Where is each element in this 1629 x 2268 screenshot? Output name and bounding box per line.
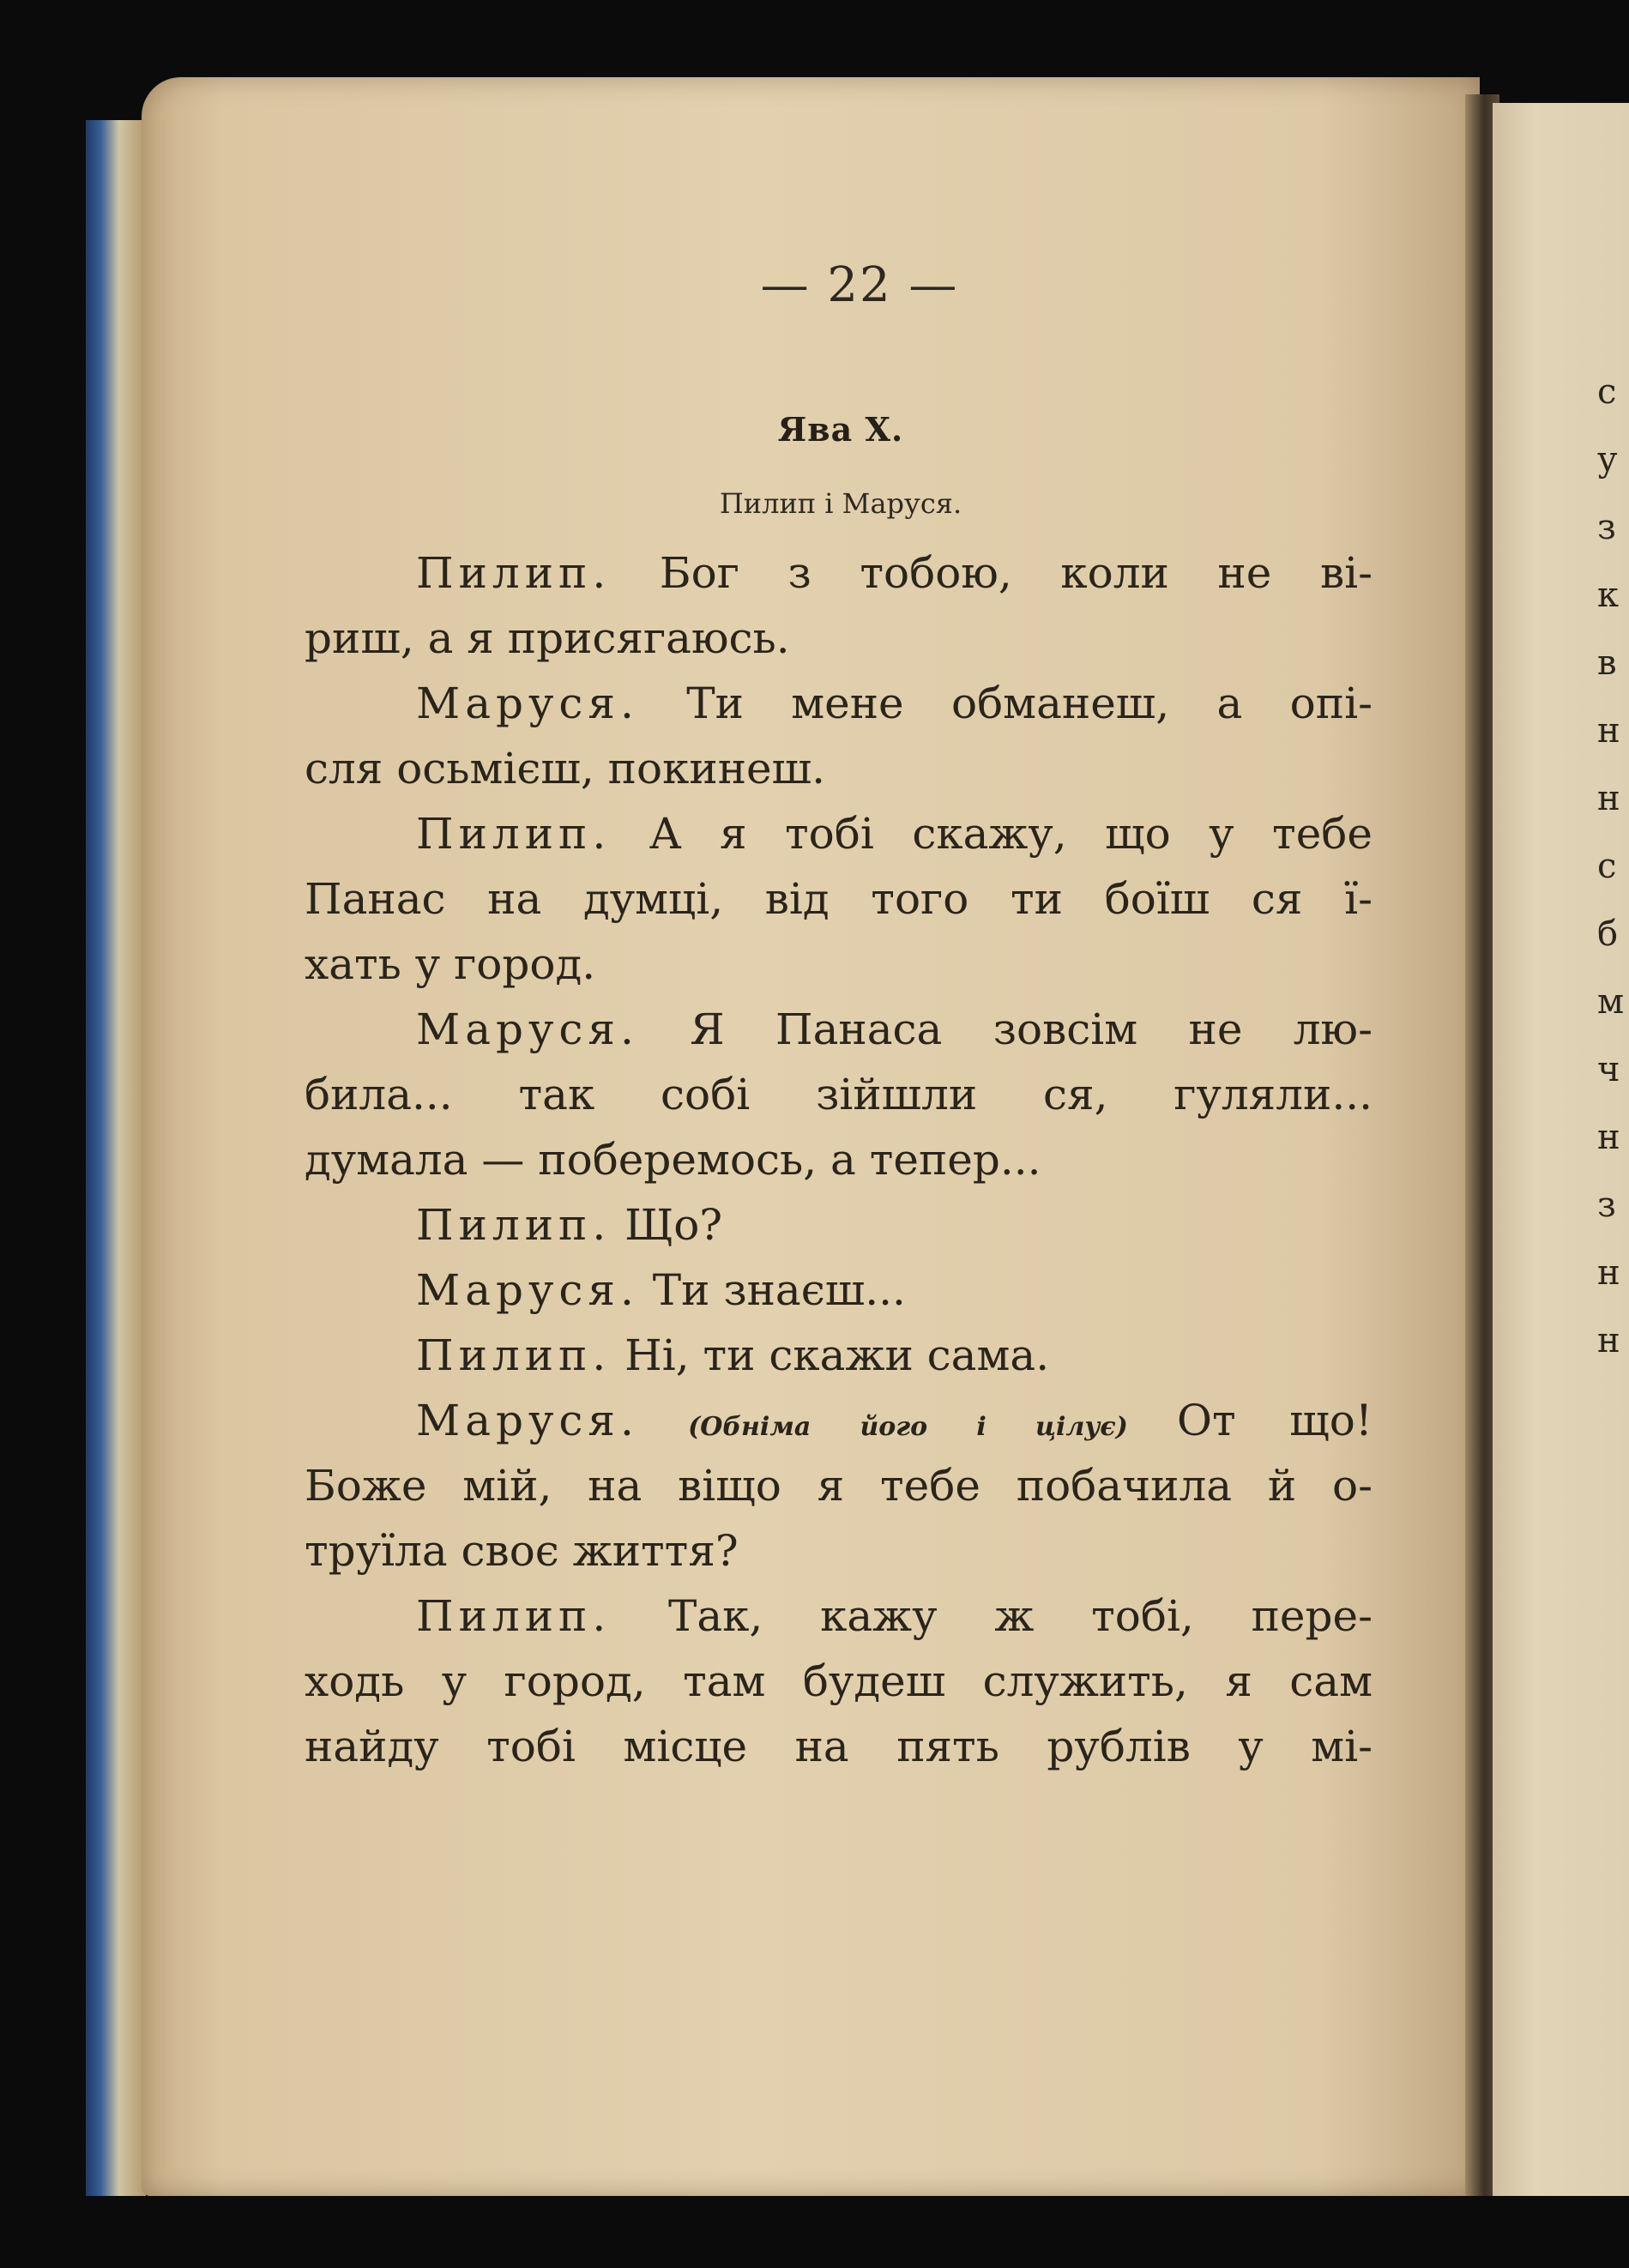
right-fragment: с <box>1597 847 1617 886</box>
text-line <box>305 1583 1373 1649</box>
right-fragment: ч <box>1597 1050 1620 1089</box>
line-text: думала — поберемось, а тепер... <box>305 1135 1041 1185</box>
line-text: труїла своє життя? <box>305 1526 739 1576</box>
text-line <box>305 1649 1373 1714</box>
line-text: Що? <box>611 1200 723 1250</box>
speaker-name: Пилип. <box>416 1330 612 1380</box>
line-text: Ні, ти скажи сама. <box>611 1330 1050 1380</box>
right-page-text <box>1597 359 1629 1375</box>
text-line <box>305 671 1373 736</box>
right-fragment: з <box>1597 1185 1616 1225</box>
line-text: сля осьмієш, покинеш. <box>305 744 825 793</box>
text-line <box>305 932 1373 997</box>
right-fragment: м <box>1597 982 1625 1022</box>
text-line <box>305 1714 1373 1779</box>
text-line <box>305 1192 1373 1258</box>
text-line <box>305 1062 1373 1127</box>
text-line <box>305 540 1373 606</box>
scene-title: Ява X. <box>777 410 904 449</box>
right-fragment: н <box>1597 779 1620 818</box>
stage-direction: (Обніма його і цілує) <box>638 1412 1178 1442</box>
right-fragment: н <box>1597 711 1620 751</box>
text-line <box>305 997 1373 1062</box>
text-line <box>305 606 1373 671</box>
right-fragment: н <box>1597 1253 1620 1293</box>
speaker-name: Пилип. <box>416 809 612 859</box>
right-fragment: у <box>1597 440 1618 480</box>
text-line <box>305 1127 1373 1192</box>
book-edge <box>86 120 146 2196</box>
line-text: А я тобі скажу, що у тебе <box>611 809 1373 859</box>
right-fragment: н <box>1597 1321 1620 1360</box>
line-text: Панас на думці, від того ти боїш ся ї- <box>305 874 1373 924</box>
speaker-name: Маруся. <box>416 1265 639 1315</box>
speaker-name: Маруся. <box>416 1396 639 1445</box>
play-text <box>305 540 1373 1779</box>
text-line <box>305 866 1373 932</box>
line-text: Ти мене обманеш, а опі- <box>638 679 1373 728</box>
speaker-name: Маруся. <box>416 1004 639 1054</box>
page-number: — 22 — <box>760 257 959 313</box>
speaker-name: Пилип. <box>416 548 612 598</box>
text-line <box>305 1388 1373 1453</box>
line-text: Я Панаса зовсім не лю- <box>638 1004 1373 1054</box>
text-line <box>305 1453 1373 1518</box>
line-text: Так, кажу ж тобі, пере- <box>611 1591 1373 1641</box>
speaker-name: Пилип. <box>416 1591 612 1641</box>
right-fragment: з <box>1597 508 1616 547</box>
text-line <box>305 1518 1373 1583</box>
right-fragment: к <box>1597 576 1619 615</box>
scene-characters: Пилип і Маруся. <box>719 487 962 520</box>
line-text: Боже мій, на віщо я тебе побачила й о- <box>305 1461 1373 1511</box>
text-line <box>305 736 1373 801</box>
line-text: найду тобі місце на пять рублів у мі- <box>305 1722 1373 1771</box>
text-line <box>305 801 1373 866</box>
text-line <box>305 1323 1373 1388</box>
line-text: ходь у город, там будеш служить, я сам <box>305 1656 1373 1706</box>
line-text: Ти знаєш... <box>638 1265 906 1315</box>
right-fragment: н <box>1597 1118 1620 1157</box>
speaker-name: Маруся. <box>416 679 639 728</box>
line-text: хать у город. <box>305 939 596 989</box>
text-line <box>305 1258 1373 1323</box>
line-text: От що! <box>1177 1396 1373 1445</box>
right-fragment: в <box>1597 643 1617 683</box>
speaker-name: Пилип. <box>416 1200 612 1250</box>
line-text: риш, а я присягаюсь. <box>305 613 790 663</box>
right-fragment: б <box>1597 914 1619 954</box>
right-fragment: с <box>1597 372 1617 412</box>
line-text: била... так собі зійшли ся, гуляли... <box>305 1070 1373 1119</box>
line-text: Бог з тобою, коли не ві- <box>611 548 1373 598</box>
